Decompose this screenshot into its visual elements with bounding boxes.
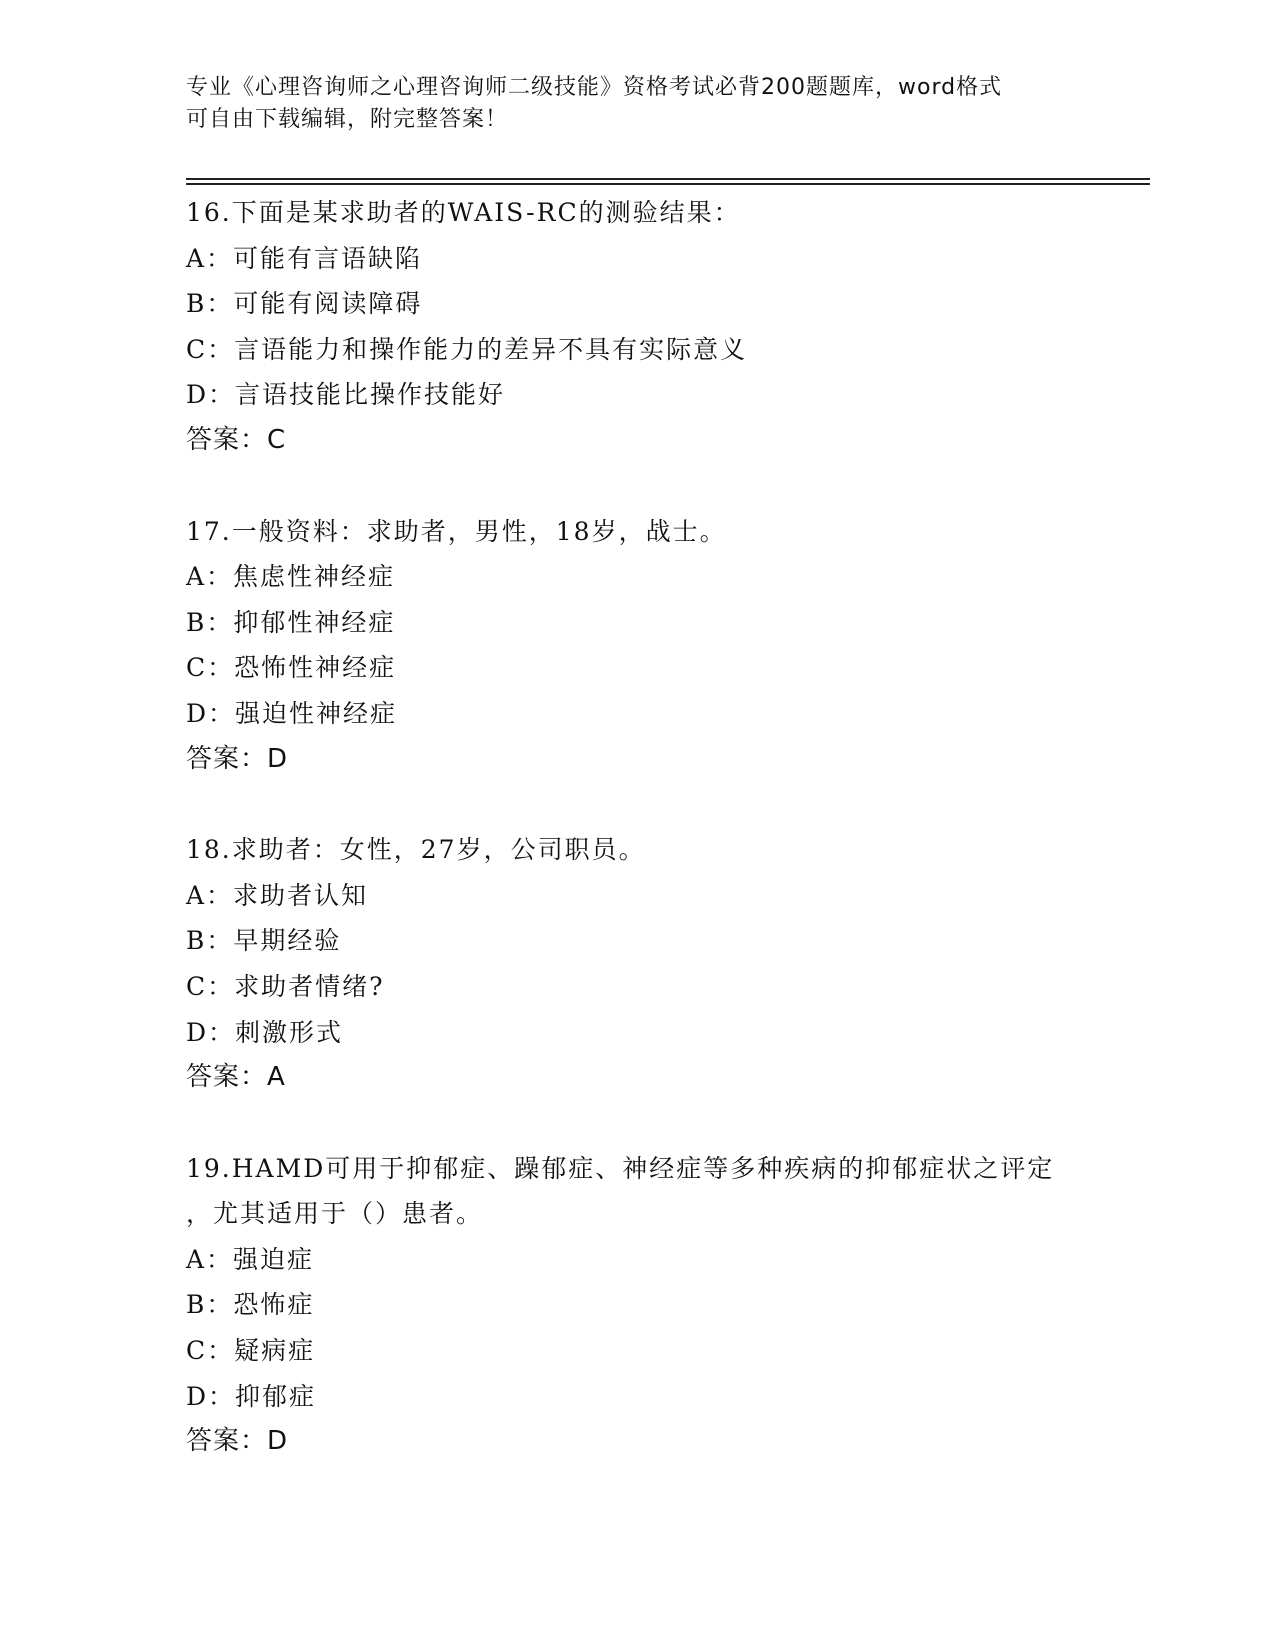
- question-stem: 17.一般资料：求助者，男性，18岁，战士。: [186, 516, 727, 546]
- question-stem: 18.求助者：女性，27岁，公司职员。: [186, 835, 646, 865]
- question-stem: 19.HAMD可用于抑郁症、躁郁症、神经症等多种疾病的抑郁症状之评定: [186, 1153, 1055, 1183]
- option-d: D：刺激形式: [186, 1017, 344, 1047]
- option-c: C：恐怖性神经症: [186, 653, 397, 683]
- header-line-2: 可自由下载编辑，附完整答案！: [186, 107, 509, 132]
- option-b: B：抑郁性神经症: [186, 607, 396, 637]
- option-a: A：强迫症: [186, 1244, 315, 1274]
- answer-line: 答案：C: [186, 424, 287, 455]
- option-b: B：早期经验: [186, 926, 342, 956]
- header-divider-top: [186, 178, 1150, 180]
- header-divider-bottom: [186, 183, 1150, 185]
- option-d: D：强迫性神经症: [186, 698, 398, 728]
- option-c: C：疑病症: [186, 1336, 316, 1366]
- document-header: [186, 72, 1086, 136]
- option-a: A：可能有言语缺陷: [186, 243, 423, 273]
- answer-line: 答案：D: [186, 1426, 289, 1457]
- question-stem: 16.下面是某求助者的WAIS-RC的测验结果：: [186, 198, 741, 227]
- option-c: C：求助者情绪?: [186, 971, 385, 1001]
- option-b: B：恐怖症: [186, 1290, 315, 1320]
- option-a: A：求助者认知: [186, 880, 369, 910]
- option-c: C：言语能力和操作能力的差异不具有实际意义: [186, 334, 748, 364]
- answer-line: 答案：D: [186, 743, 289, 774]
- question-18: [186, 827, 1146, 1101]
- question-17: [186, 509, 1146, 783]
- option-a: A：焦虑性神经症: [186, 562, 396, 592]
- answer-line: 答案：A: [186, 1062, 286, 1093]
- option-b: B：可能有阅读障碍: [186, 289, 423, 319]
- question-19: [186, 1146, 1146, 1465]
- question-stem-continued: ，尤其适用于（）患者。: [186, 1199, 484, 1229]
- option-d: D：言语技能比操作技能好: [186, 380, 506, 410]
- question-list: [186, 190, 1146, 1510]
- question-16: [186, 190, 1146, 464]
- header-line-1: 专业《心理咨询师之心理咨询师二级技能》资格考试必背200题题库，word格式: [186, 75, 1003, 100]
- option-d: D：抑郁症: [186, 1381, 317, 1411]
